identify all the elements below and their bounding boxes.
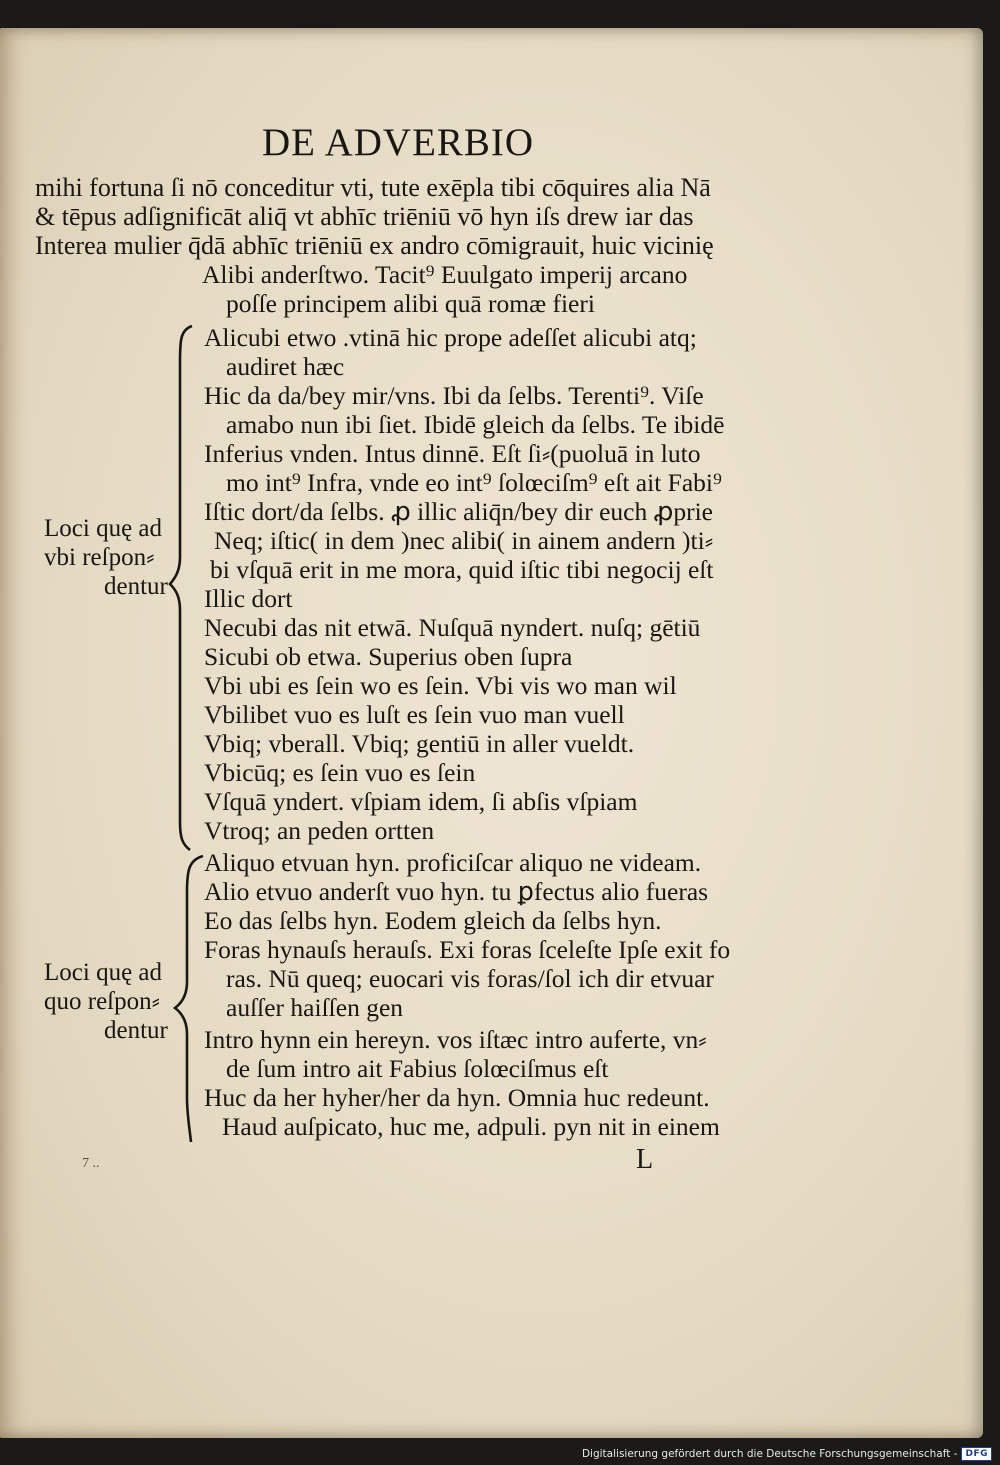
text-line: Alibi anderſtwo. Tacit⁹ Euulgato imperij arcano <box>202 260 688 289</box>
text-line: de ſum intro ait Fabius ſolœciſmus eſt <box>226 1054 609 1083</box>
text-line: poſſe principem alibi quā romæ fieri <box>226 289 595 318</box>
catchword: L <box>636 1144 654 1175</box>
text-line: Vbilibet vuo es luſt es ſein vuo man vuell <box>204 700 625 729</box>
text-line: & tēpus adſignificāt aliq̄ vt abhīc triēniū vō hyn iſs drew iar das <box>35 202 694 231</box>
margin-note-line: Loci quę ad <box>44 959 163 986</box>
text-line: Intro hynn ein hereyn. vos iſtæc intro auferte, vn⸗ <box>204 1025 707 1054</box>
text-line: Interea mulier q̄dā abhīc triēniū ex andro cōmigrauit, huic vicinię <box>35 231 714 260</box>
text-line: Aliquo etvuan hyn. proficiſcar aliquo ne videam. <box>204 848 702 877</box>
footer-credit: Digitalisierung gefördert durch die Deutsche Forschungsgemeinschaft - <box>581 1448 958 1460</box>
text-line: Vbi ubi es ſein wo es ſein. Vbi vis wo man wil <box>204 671 677 700</box>
text-line: Vſquā yndert. vſpiam idem, ſi abſis vſpiam <box>204 787 638 816</box>
text-line: mo int⁹ Infra, vnde eo int⁹ ſolœciſm⁹ eſt ait Fabi⁹ <box>226 468 722 497</box>
margin-note-line: quo reſpon⸗ <box>44 988 160 1015</box>
margin-note-line: vbi reſpon⸗ <box>44 544 155 571</box>
text-line: Hic da da/bey mir/vns. Ibi da ſelbs. Terenti⁹. Viſe <box>204 381 704 410</box>
text-line: Eo das ſelbs hyn. Eodem gleich da ſelbs hyn. <box>204 906 662 935</box>
text-line: Vbiq; vberall. Vbiq; gentiū in aller vueldt. <box>204 729 635 758</box>
margin-note-line: Loci quę ad <box>44 515 163 542</box>
text-line: auſſer haiſſen gen <box>226 993 404 1022</box>
text-line: Illic dort <box>204 584 293 613</box>
margin-smudge: 7 .. <box>82 1156 100 1171</box>
digitization-footer <box>582 1447 992 1461</box>
text-line: Sicubi ob etwa. Superius oben ſupra <box>204 642 573 671</box>
text-line: Vtroq; an peden ortten <box>204 816 435 845</box>
text-line: Foras hynauſs herauſs. Exi foras ſceleſte Ipſe exit fo <box>204 935 731 964</box>
text-line: Alicubi etwo .vtinā hic prope adeſſet alicubi atq; <box>204 323 697 352</box>
text-line: Inferius vnden. Intus dinnē. Eſt ſi⸗(puoluā in luto <box>204 439 701 468</box>
margin-note-line: dentur <box>104 1017 168 1044</box>
text-line: Iſtic dort/da ſelbs. ꝓ illic aliq̄n/bey dir euch ꝓprie <box>204 497 713 526</box>
text-line: Huc da her hyher/her da hyn. Omnia huc redeunt. <box>204 1083 710 1112</box>
text-line: Alio etvuo anderſt vuo hyn. tu ꝑfectus alio fueras <box>204 877 709 906</box>
text-line: audiret hæc <box>226 352 345 381</box>
brace-lower <box>175 852 215 1152</box>
text-line: mihi fortuna ſi nō conceditur vti, tute exēpla tibi cōquires alia Nā <box>35 173 711 202</box>
text-line: Necubi das nit etwā. Nuſquā nyndert. nuſq; gētiū <box>204 613 701 642</box>
text-line: bi vſquā erit in me mora, quid iſtic tibi negocij eſt <box>210 555 714 584</box>
dfg-logo: DFG <box>961 1447 992 1461</box>
brace-upper <box>170 322 210 862</box>
text-line: Neq; iſtic( in dem )nec alibi( in ainem andern )ti⸗ <box>214 526 714 555</box>
margin-note-loci-quo <box>44 958 168 1045</box>
margin-note-line: dentur <box>104 573 168 600</box>
text-line: Vbicūq; es ſein vuo es ſein <box>204 758 476 787</box>
page-title: DE ADVERBIO <box>262 121 535 164</box>
text-line: amabo nun ibi ſiet. Ibidē gleich da ſelbs. Te ibidē <box>226 410 725 439</box>
margin-note-loci-ubi <box>44 514 168 601</box>
text-line: Haud auſpicato, huc me, adpuli. pyn nit in einem <box>222 1112 720 1141</box>
text-line: ras. Nū queq; euocari vis foras/ſol ich dir etvuar <box>226 964 714 993</box>
